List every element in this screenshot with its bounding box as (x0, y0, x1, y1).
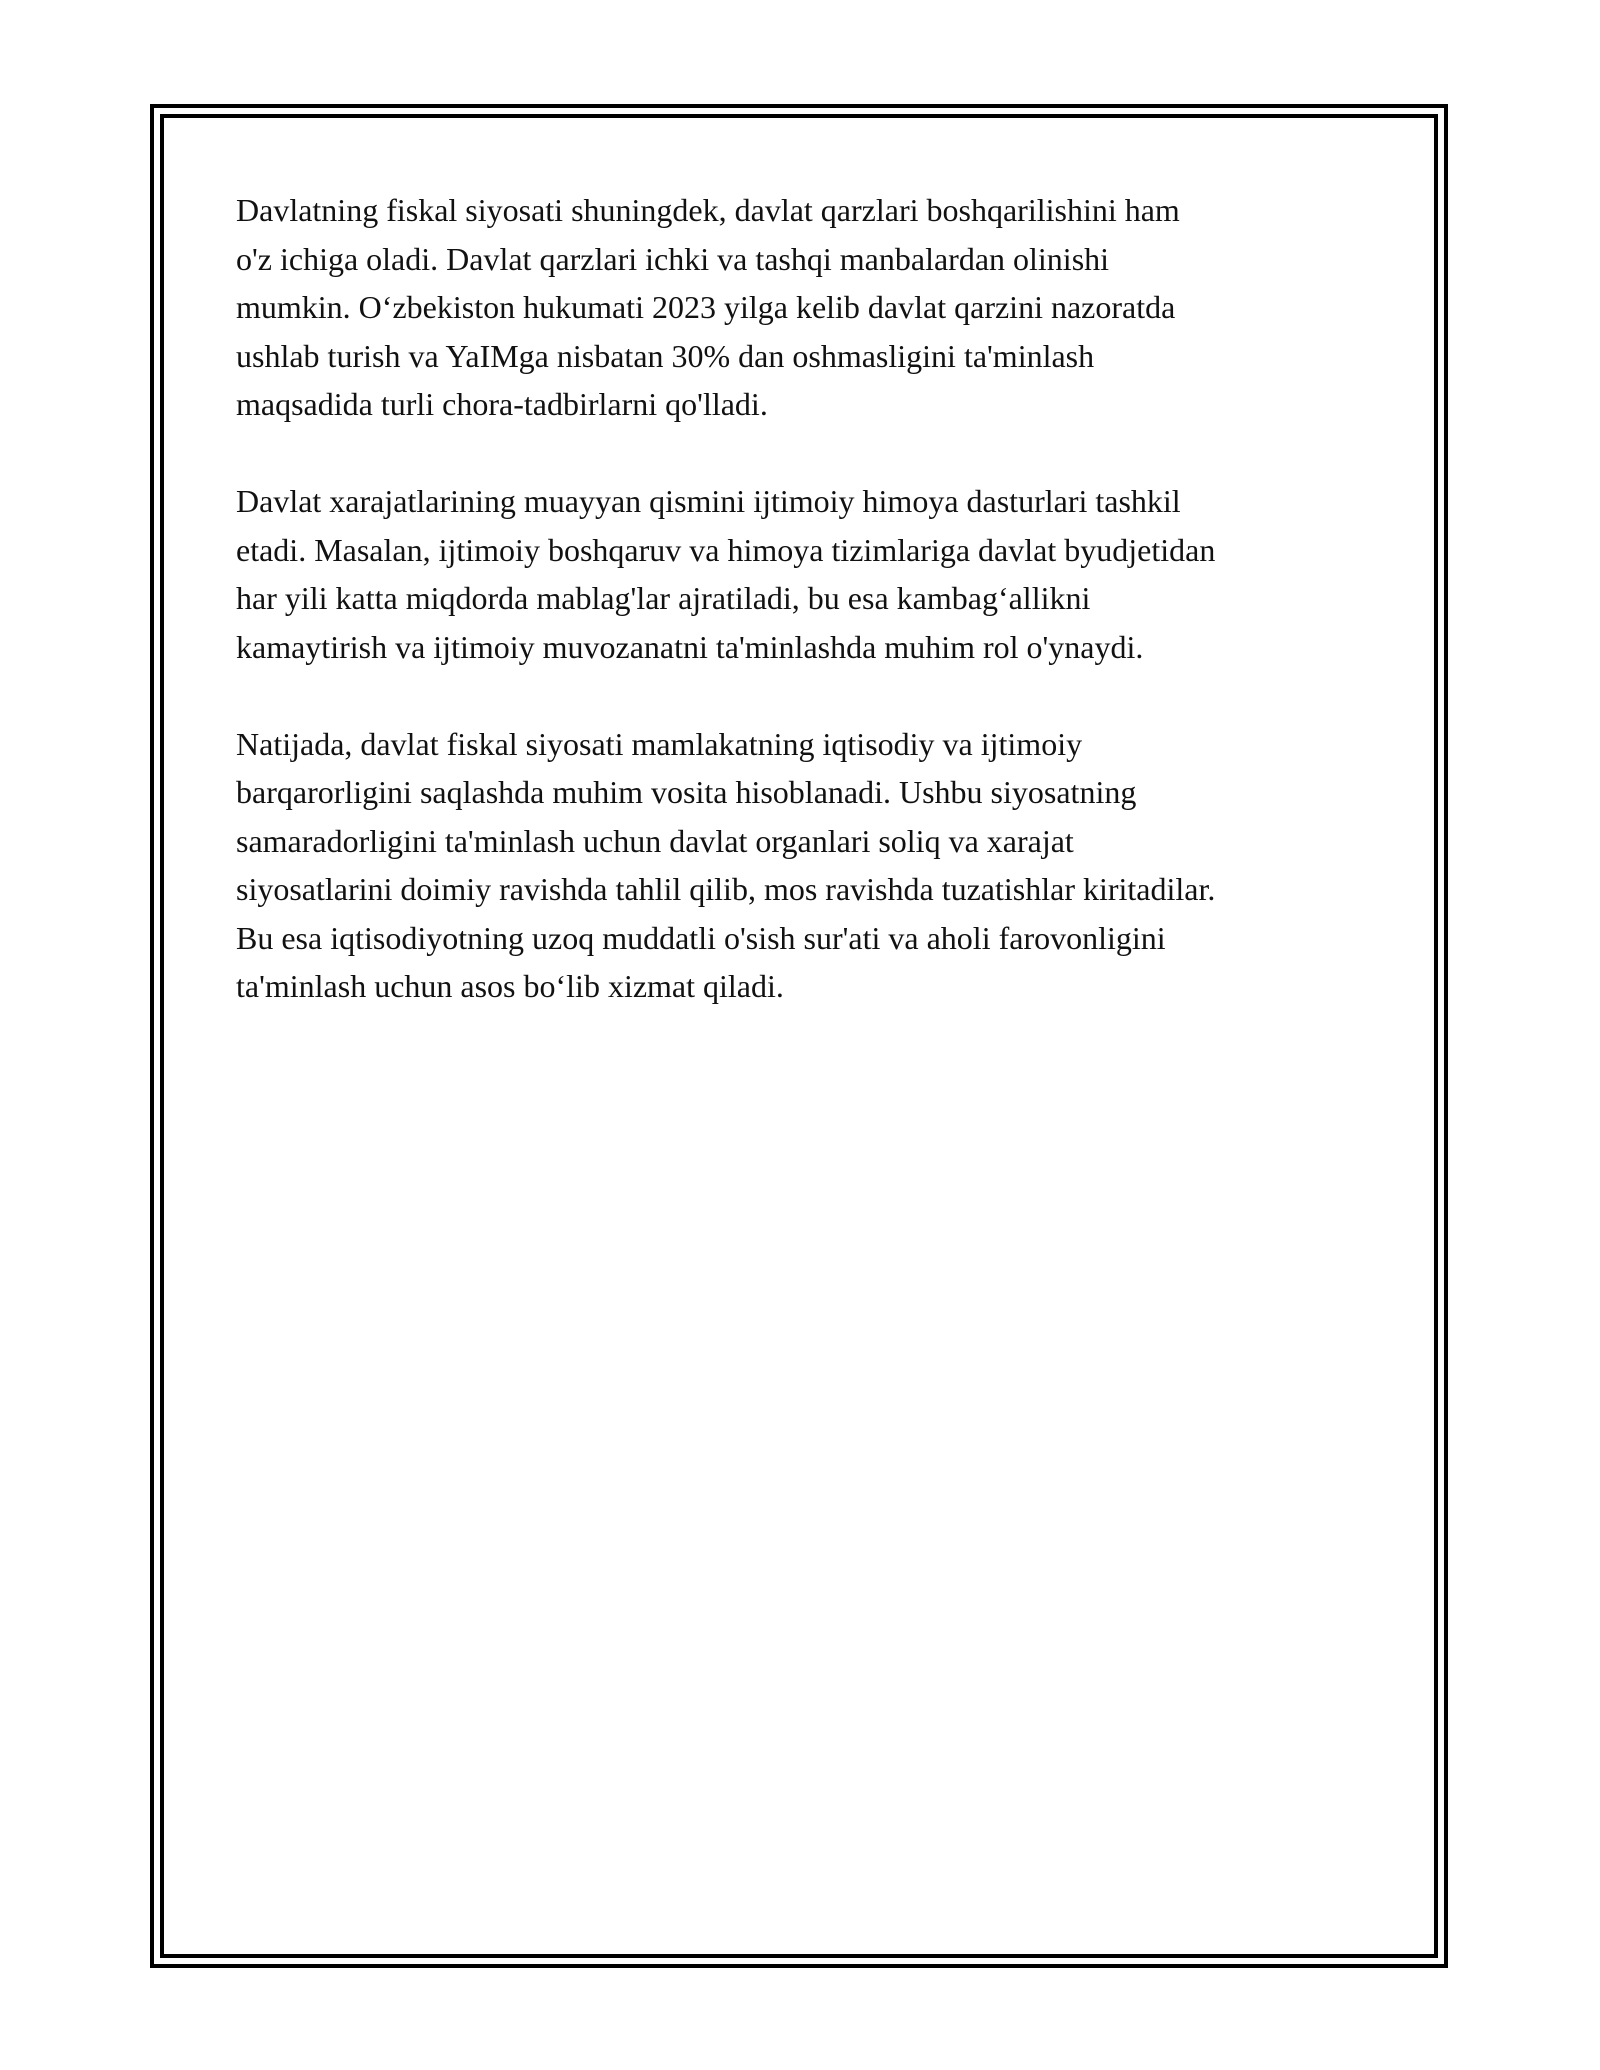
paragraph-conclusion (236, 720, 1376, 1011)
text-line: barqarorligini saqlashda muhim vosita hisoblanadi. Ushbu siyosatning (236, 774, 1137, 810)
paragraph-debt-management (236, 186, 1376, 429)
text-line: Natijada, davlat fiskal siyosati mamlakatning iqtisodiy va ijtimoiy (236, 725, 1083, 762)
text-line: samaradorligini ta'minlash uchun davlat organlari soliq va xarajat (236, 822, 1074, 859)
text-line: maqsadida turli chora-tadbirlarni qo'lladi. (236, 386, 768, 422)
paragraph-social-protection (236, 477, 1376, 671)
text-line: siyosatlarini doimiy ravishda tahlil qilib, mos ravishda tuzatishlar kiritadilar. (236, 871, 1216, 907)
text-line: kamaytirish va ijtimoiy muvozanatni ta'minlashda muhim rol o'ynaydi. (236, 628, 1144, 665)
text-line: Bu esa iqtisodiyotning uzoq muddatli o'sish sur'ati va aholi farovonligini (236, 919, 1166, 956)
text-line: Davlatning fiskal siyosati shuningdek, davlat qarzlari boshqarilishini ham (236, 192, 1180, 228)
text-line: o'z ichiga oladi. Davlat qarzlari ichki va tashqi manbalardan olinishi (236, 240, 1110, 277)
document-body (236, 186, 1376, 1059)
text-line: Davlat xarajatlarining muayyan qismini ijtimoiy himoya dasturlari tashkil (236, 483, 1181, 519)
text-line: ta'minlash uchun asos bo‘lib xizmat qiladi. (236, 968, 784, 1004)
text-line: har yili katta miqdorda mablag'lar ajratiladi, bu esa kambag‘allikni (236, 580, 1091, 616)
text-line: etadi. Masalan, ijtimoiy boshqaruv va himoya tizimlariga davlat byudjetidan (236, 531, 1216, 568)
text-line: mumkin. O‘zbekiston hukumati 2023 yilga kelib davlat qarzini nazoratda (236, 289, 1176, 325)
text-line: ushlab turish va YaIMga nisbatan 30% dan oshmasligini ta'minlash (236, 337, 1095, 374)
